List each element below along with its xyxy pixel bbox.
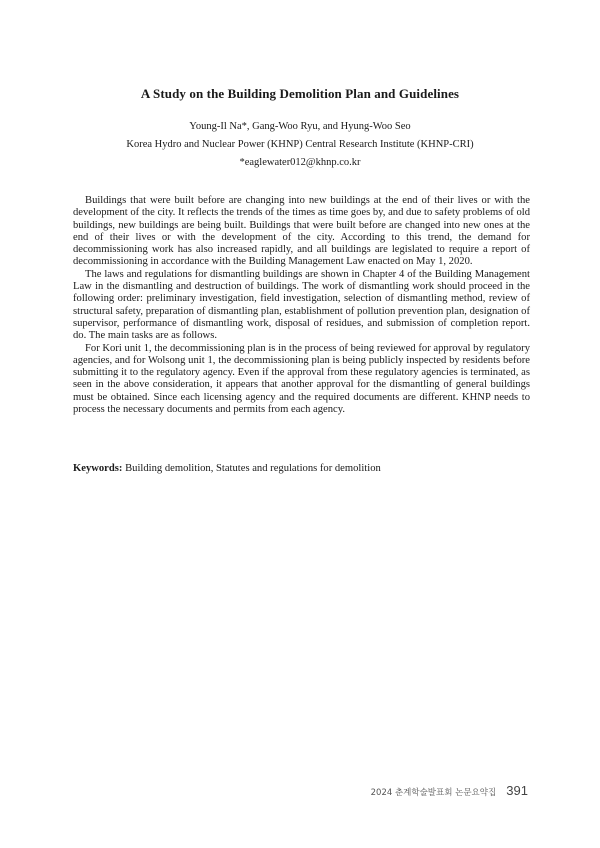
conference-name: 2024 춘계학술발표회 논문요약집	[370, 788, 497, 798]
author-list: Young-Il Na*, Gang-Woo Ryu, and Hyung-Woo Seo	[189, 121, 411, 132]
corresponding-email: *eaglewater012@khnp.co.kr	[239, 157, 361, 168]
page-footer	[371, 780, 528, 799]
page-number: 391	[506, 783, 528, 798]
keywords-text: Building demolition, Statutes and regulations for demolition	[125, 463, 381, 474]
abstract-paragraph: The laws and regulations for dismantling buildings are shown in Chapter 4 of the Building Management Law in the dismantling and destruction of buildings. The work of dismantling work should proceed in the following order: preliminary investigation, field investigation, selection of dismantling method, review of structural safety, preparation of dismantling plan, establishment of pollution prevention plan, designation of supervisor, performance of dismantling work, disposal of residues, and submission of completion report. do. The main tasks are as follows.	[73, 268, 530, 342]
keywords-line	[73, 463, 530, 474]
abstract-paragraph: For Kori unit 1, the decommissioning plan is in the process of being reviewed for approval by regulatory agencies, and for Wolsong unit 1, the decommissioning plan is being publicly inspected by residents before submitting it to the regulatory agency. Even if the approval from these regulatory agencies is terminated, as seen in the above consideration, it appears that another approval for the dismantling of general buildings must be obtained. Since each licensing agency and the required documents are different. KHNP needs to process the necessary documents and permits from each agency.	[73, 342, 530, 416]
author-affiliation: Korea Hydro and Nuclear Power (KHNP) Central Research Institute (KHNP-CRI)	[126, 139, 474, 150]
keywords-label: Keywords:	[73, 463, 123, 474]
abstract-body	[73, 195, 530, 416]
abstract-paragraph: Buildings that were built before are changing into new buildings at the end of their lives or with the development of the city. It reflects the trends of the times as time goes by, and due to safety problems of old buildings, new buildings are being built. Buildings that were built before are changed into new ones at the end of their lives or with the development of the city. According to this trend, the demand for decommissioning work has also increased rapidly, and all buildings are legislated to require a report of decommissioning in accordance with the Building Management Law enacted on May 1, 2020.	[73, 195, 530, 268]
paper-title: A Study on the Building Demolition Plan and Guidelines	[140, 86, 460, 101]
